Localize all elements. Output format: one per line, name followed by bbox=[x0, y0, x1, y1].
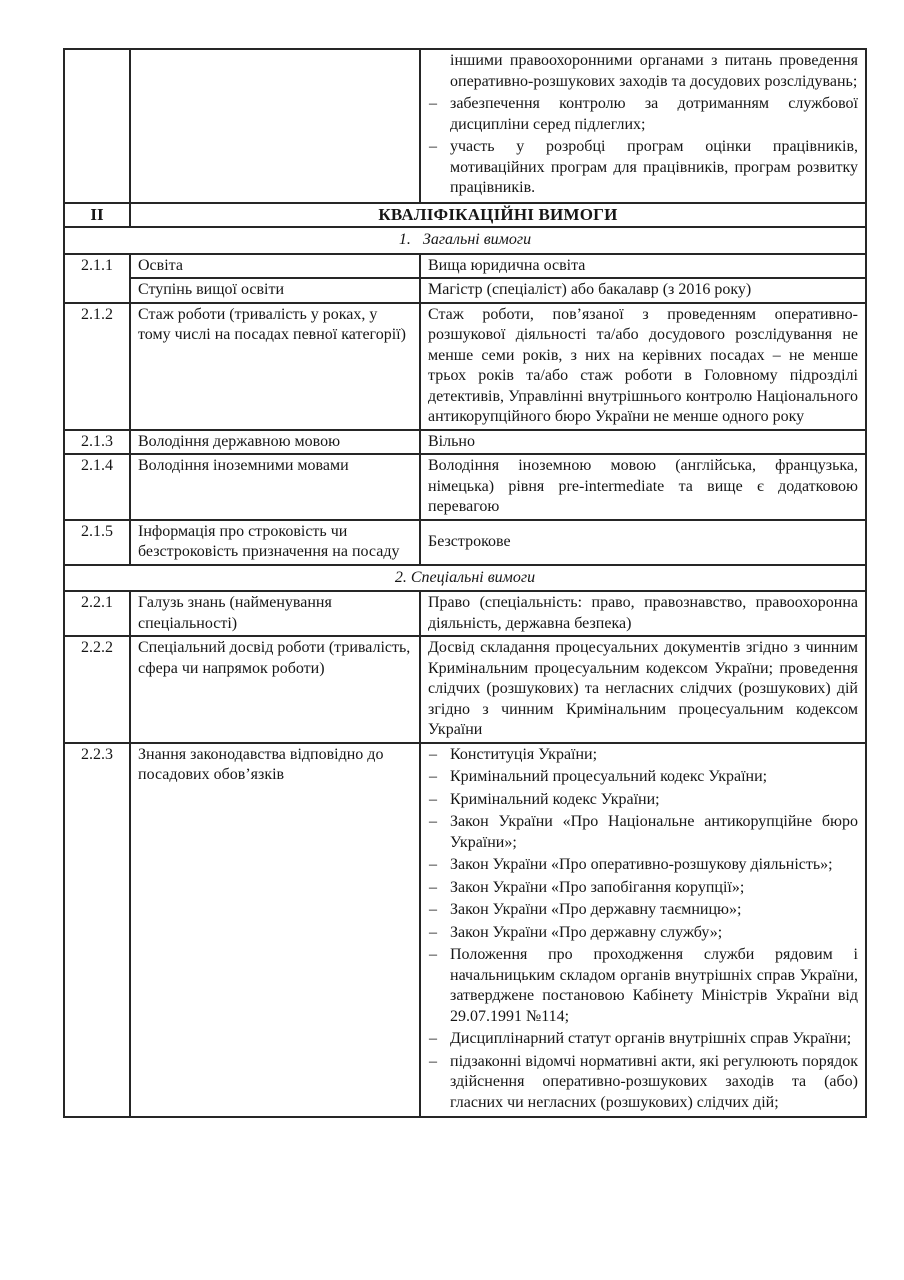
list-item-text: Закон України «Про державну службу»; bbox=[450, 923, 723, 941]
row-number: 2.2.1 bbox=[64, 591, 130, 636]
section-number: II bbox=[64, 203, 130, 228]
dash-marker: – bbox=[429, 901, 437, 918]
dash-marker: – bbox=[429, 1052, 437, 1070]
value-cell: Володіння іноземною мовою (англійська, французька, німецька) рівня pre-intermediate та вище є додатковою перевагою bbox=[420, 454, 866, 520]
table-row-2-2-2 bbox=[64, 636, 866, 743]
value-cell: Вільно bbox=[420, 430, 866, 455]
table-row-2-1-2 bbox=[64, 303, 866, 430]
list-item bbox=[428, 878, 858, 899]
dash-marker: – bbox=[429, 878, 437, 896]
row-number: 2.1.4 bbox=[64, 454, 130, 520]
dash-marker: – bbox=[429, 813, 437, 830]
list-item bbox=[428, 812, 858, 853]
subsection-title-special: 2. Спеціальні вимоги bbox=[64, 565, 866, 592]
table-row-2-2-1 bbox=[64, 591, 866, 636]
list-item bbox=[428, 923, 858, 944]
list-item bbox=[428, 94, 858, 135]
dash-marker: – bbox=[429, 95, 437, 112]
dash-marker: – bbox=[429, 138, 437, 155]
table-row-2-1-1b bbox=[64, 278, 866, 303]
list-item-text: Закон України «Про оперативно-розшукову діяльність»; bbox=[450, 856, 833, 873]
list-item-text: Кримінальний процесуальний кодекс України; bbox=[450, 768, 768, 785]
list-item bbox=[428, 137, 858, 199]
row-number: 2.2.3 bbox=[64, 743, 130, 1118]
label-cell: Володіння державною мовою bbox=[130, 430, 420, 455]
label-cell: Галузь знань (найменування спеціальності) bbox=[130, 591, 420, 636]
dash-marker: – bbox=[429, 946, 437, 963]
qualification-requirements-table bbox=[63, 48, 867, 1118]
dash-marker: – bbox=[429, 1030, 437, 1047]
table-row-section-2 bbox=[64, 203, 866, 228]
empty-label-cell bbox=[130, 49, 420, 203]
list-item-text: Дисциплінарний статут органів внутрішніх справ України; bbox=[450, 1030, 852, 1047]
list-item bbox=[428, 51, 858, 92]
table-row-2-1-1a bbox=[64, 254, 866, 279]
list-item-text: участь у розробці програм оцінки працівників, мотиваційних програм для працівників, програм розвитку працівників. bbox=[450, 138, 858, 196]
list-item-text: Закон України «Про Національне антикорупційне бюро України»; bbox=[450, 813, 858, 851]
label-cell: Стаж роботи (тривалість у роках, у тому числі на посадах певної категорії) bbox=[130, 303, 420, 430]
list-item bbox=[428, 945, 858, 1027]
table-row-special-header bbox=[64, 565, 866, 592]
label-cell: Освіта bbox=[130, 254, 420, 279]
subsection-title-general: 1. Загальні вимоги bbox=[64, 227, 866, 254]
label-cell: Ступінь вищої освіти bbox=[130, 278, 420, 303]
dash-marker: – bbox=[429, 790, 437, 808]
value-cell: Право (спеціальність: право, правознавство, правоохоронна діяльність, державна безпека) bbox=[420, 591, 866, 636]
duties-continuation-cell bbox=[420, 49, 866, 203]
table-row-2-1-4 bbox=[64, 454, 866, 520]
list-item-text: іншими правоохоронними органами з питань проведення оперативно-розшукових заходів та досудових розслідувань; bbox=[450, 52, 858, 90]
value-cell: Досвід складання процесуальних документів згідно з чинним Кримінальним процесуальним кодексом України; проведення слідчих (розшукових) та негласних слідчих (розшукових) дій згідно з чинним Кримінальним процесуальним кодексом України bbox=[420, 636, 866, 743]
table-row-continuation bbox=[64, 49, 866, 203]
label-cell: Спеціальний досвід роботи (тривалість, сфера чи напрямок роботи) bbox=[130, 636, 420, 743]
table-row-2-1-3 bbox=[64, 430, 866, 455]
list-item bbox=[428, 900, 858, 921]
section-title: КВАЛІФІКАЦІЙНІ ВИМОГИ bbox=[130, 203, 866, 228]
table-row-2-1-5 bbox=[64, 520, 866, 565]
row-number: 2.1.1 bbox=[64, 254, 130, 303]
dash-marker: – bbox=[429, 768, 437, 785]
dash-marker: – bbox=[429, 856, 437, 873]
value-cell: Безстрокове bbox=[420, 520, 866, 565]
row-number: 2.1.3 bbox=[64, 430, 130, 455]
row-number: 2.1.5 bbox=[64, 520, 130, 565]
list-item-text: Положення про проходження служби рядовим і начальницьким складом органів внутрішніх справ України, затверджене постановою Кабінету Міністрів України від 29.07.1991 №114; bbox=[450, 946, 858, 1025]
list-item-text: Закон України «Про запобігання корупції»; bbox=[450, 878, 745, 896]
list-item-text: Закон України «Про державну таємницю»; bbox=[450, 901, 742, 918]
label-cell: Володіння іноземними мовами bbox=[130, 454, 420, 520]
label-cell: Знання законодавства відповідно до посадових обов’язків bbox=[130, 743, 420, 1118]
table-row-2-2-3 bbox=[64, 743, 866, 1118]
empty-number-cell bbox=[64, 49, 130, 203]
value-cell: Вища юридична освіта bbox=[420, 254, 866, 279]
list-item-text: Кримінальний кодекс України; bbox=[450, 790, 660, 808]
value-cell: Стаж роботи, пов’язаної з проведенням оперативно-розшукової діяльності та/або досудового розслідування не менше семи років, з них на керівних посадах – не менше трьох років та/або стаж роботи в Головному підрозділі детективів, Управлінні внутрішнього контролю Національного антикорупційного бюро України не менше одного року bbox=[420, 303, 866, 430]
list-item-text: забезпечення контролю за дотриманням службової дисципліни серед підлеглих; bbox=[450, 95, 858, 133]
label-cell: Інформація про строковість чи безстроковість призначення на посаду bbox=[130, 520, 420, 565]
list-item bbox=[428, 790, 858, 811]
list-item bbox=[428, 767, 858, 788]
list-item-text: Конституція України; bbox=[450, 745, 598, 763]
list-item bbox=[428, 1029, 858, 1050]
row-number: 2.2.2 bbox=[64, 636, 130, 743]
list-item bbox=[428, 745, 858, 766]
legislation-list bbox=[428, 745, 858, 1114]
list-item-text: підзаконні відомчі нормативні акти, які регулюють порядок здійснення оперативно-розшукових заходів та (або) гласних чи негласних (розшукових) слідчих дій; bbox=[450, 1052, 858, 1111]
table-row-general-header bbox=[64, 227, 866, 254]
value-cell: Магістр (спеціаліст) або бакалавр (з 2016 року) bbox=[420, 278, 866, 303]
row-number: 2.1.2 bbox=[64, 303, 130, 430]
list-item bbox=[428, 1052, 858, 1114]
legislation-cell bbox=[420, 743, 866, 1118]
duties-list bbox=[428, 51, 858, 199]
list-item bbox=[428, 855, 858, 876]
dash-marker: – bbox=[429, 745, 437, 763]
dash-marker: – bbox=[429, 923, 437, 941]
